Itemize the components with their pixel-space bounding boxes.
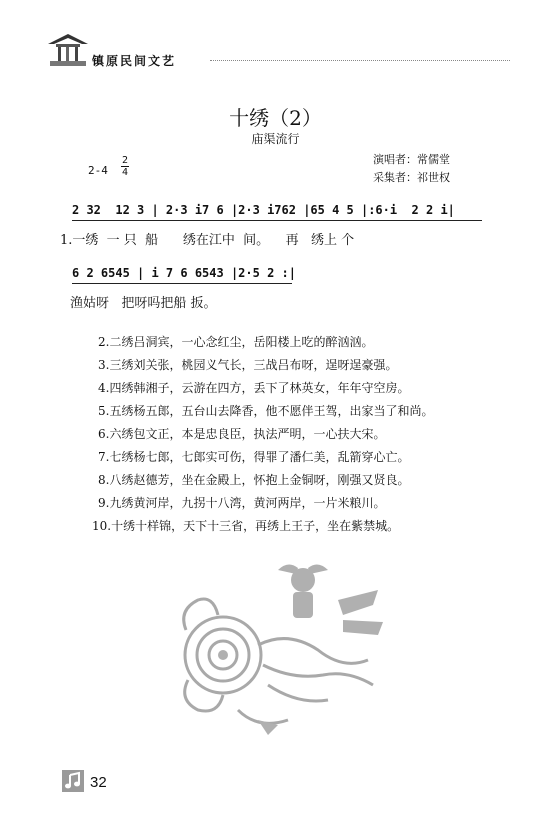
verse-9: 9.九绣黄河岸，九拐十八湾，黄河两岸，一片米粮川。 bbox=[98, 496, 386, 510]
music-note-icon bbox=[62, 770, 84, 792]
score-notes-line-2: 6 2 6545 | i 7 6 6543 |2·5 2 :| bbox=[72, 266, 296, 280]
verse-8: 8.八绣赵德芳，坐在金殿上，怀抱上金铜呀，刚强又贤良。 bbox=[98, 473, 410, 487]
song-subtitle: 庙渠流行 bbox=[251, 132, 300, 146]
page-number: 32 bbox=[90, 774, 107, 791]
meter-denominator: 4 bbox=[121, 167, 129, 178]
verse-7: 7.七绣杨七郎，七郎实可伤，得罪了潘仁美，乱箭穿心亡。 bbox=[98, 450, 410, 464]
beam-line-2 bbox=[72, 283, 292, 284]
song-title: 十绣（2） bbox=[229, 106, 322, 130]
beam-line-1 bbox=[72, 220, 482, 221]
meter-numerator: 2 bbox=[121, 155, 129, 166]
pavilion-icon bbox=[46, 30, 90, 68]
verse-2: 2.二绣吕洞宾，一心念红尘，岳阳楼上吃的醉汹汹。 bbox=[98, 335, 374, 349]
verse-5: 5.五绣杨五郎，五台山去降香，他不愿伴王驾，出家当了和尚。 bbox=[98, 404, 434, 418]
header-title: 镇原民间文艺 bbox=[92, 54, 177, 68]
score-notes-line-1: 2 32 12 3 | 2·3 i7 6 |2·3 i762 |65 4 5 |:6·i 2 2 i| bbox=[72, 203, 455, 217]
collector-credit: 采集者：祁世权 bbox=[373, 171, 450, 184]
verse-4: 4.四绣韩湘子，云游在四方，丢下了林英女，年年守空房。 bbox=[98, 381, 410, 395]
singer-credit: 演唱者：常儒堂 bbox=[373, 153, 450, 166]
verse-3: 3.三绣刘关张，桃园义气长，三战吕布呀，逞呀逞豪强。 bbox=[98, 358, 398, 372]
time-signature bbox=[121, 155, 129, 178]
dragon-boy-papercut bbox=[168, 560, 388, 740]
lyrics-line-2: 渔姑呀 把呀吗把船 扳。 bbox=[70, 296, 217, 311]
meter-mixed: 2-4 bbox=[88, 164, 108, 177]
lyrics-line-1: 1.一绣 一 只 船 绣在江中 间。 再 绣上 个 bbox=[60, 233, 355, 248]
header-divider bbox=[210, 60, 510, 61]
verse-10: 10.十绣十样锦，天下十三省，再绣上王子，坐在紫禁城。 bbox=[92, 519, 400, 533]
verse-6: 6.六绣包文正，本是忠良臣，执法严明，一心扶大宋。 bbox=[98, 427, 386, 441]
